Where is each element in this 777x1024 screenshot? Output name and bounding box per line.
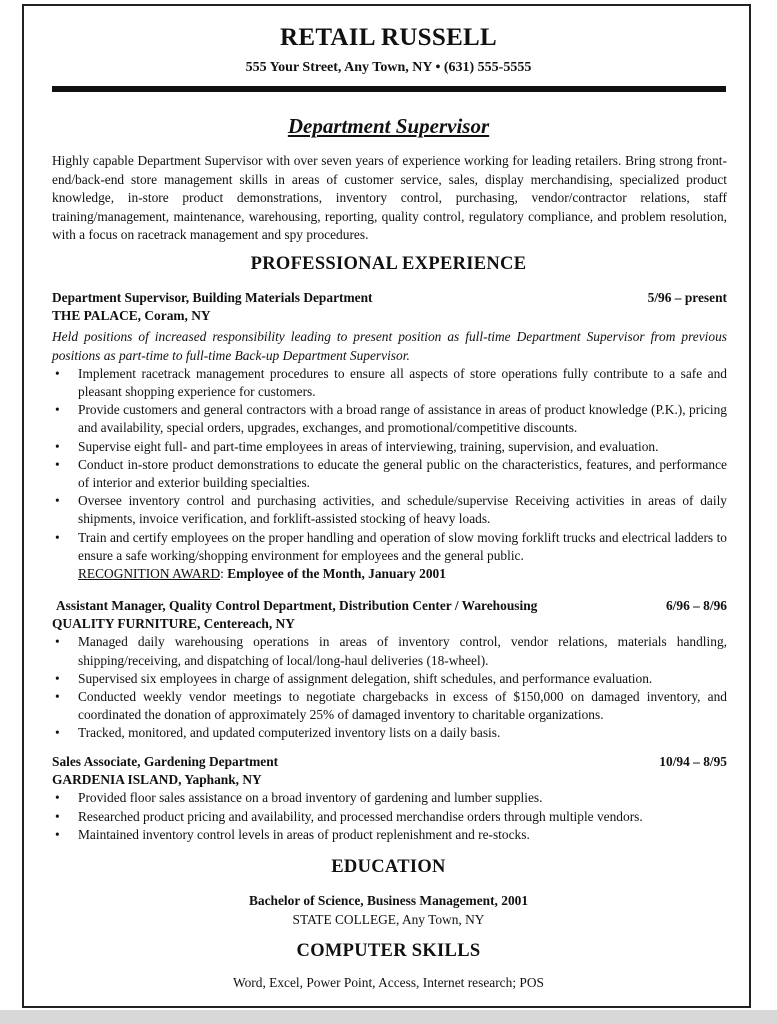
list-item: • Supervised six employees in charge of assignment delegation, shift schedules, and performance evaluation.	[52, 670, 727, 688]
list-item: • Maintained inventory control levels in areas of product replenishment and re-stocks.	[52, 826, 727, 844]
job-bullets	[52, 789, 727, 844]
skills-list: Word, Excel, Power Point, Access, Internet research; POS	[233, 975, 544, 990]
list-item: • Train and certify employees on the proper handling and operation of slow moving forklift trucks and electrical ladders to ensure a safe working/shopping environment for employees and the general public.	[52, 529, 727, 565]
header-divider	[52, 86, 726, 92]
award-label: RECOGNITION AWARD	[78, 566, 221, 582]
job-bullets	[52, 633, 727, 742]
list-item: • Tracked, monitored, and updated computerized inventory lists on a daily basis.	[52, 724, 727, 742]
contact-line: 555 Your Street, Any Town, NY • (631) 555-5555	[245, 60, 532, 75]
list-item: • Conducted weekly vendor meetings to negotiate chargebacks in excess of $150,000 on damaged inventory, and coordinated the donation of approximately 25% of damaged inventory to charitable organizations.	[52, 688, 727, 724]
objective-title: Department Supervisor	[287, 114, 490, 138]
page-bottom-edge	[0, 1010, 777, 1024]
job-role: Sales Associate, Gardening Department	[52, 754, 279, 769]
list-item: • Oversee inventory control and purchasing activities, and schedule/supervise Receiving activities in areas of daily shipments, invoice verification, and forklift-assisted stocking of heavy loads.	[52, 492, 727, 528]
job-role: Assistant Manager, Quality Control Department, Distribution Center / Warehousing	[56, 598, 538, 613]
list-item: • Implement racetrack management procedures to ensure all aspects of store operations fully contribute to a safe and pleasant shopping experience for customers.	[52, 365, 727, 401]
job-entry	[52, 289, 727, 583]
education-entry	[0, 892, 777, 929]
recognition-award: RECOGNITION AWARD: Employee of the Month, January 2001	[78, 566, 446, 582]
job-header	[52, 753, 727, 771]
job-dates: 10/94 – 8/95	[659, 754, 727, 769]
list-item: • Managed daily warehousing operations in areas of inventory control, vendor relations, materials handling, shipping/receiving, and dispatching of local/long-haul deliveries (18-wheel).	[52, 633, 727, 669]
job-company: GARDENIA ISLAND, Yaphank, NY	[52, 772, 262, 788]
profile-summary: Highly capable Department Supervisor with over seven years of experience working for leading retailers. Bring strong front-end/back-end store management skills in areas of customer service, sales, display merchandising, specialized product knowledge, in-store product demonstrations, inventory control, purchasing, vendor/contractor relations, staff training/management, maintenance, warehousing, reporting, quality control, regulatory compliance, and problem resolution, with a focus on racetrack management and spy procedures.	[52, 153, 727, 242]
job-header	[52, 289, 727, 307]
list-item: • Provided floor sales assistance on a broad inventory of gardening and lumber supplies.	[52, 789, 727, 807]
skills-heading: COMPUTER SKILLS	[296, 941, 481, 961]
job-dates: 6/96 – 8/96	[665, 598, 727, 613]
job-entry	[52, 753, 727, 844]
job-bullets	[52, 365, 727, 565]
resume-name: RETAIL RUSSELL	[279, 24, 498, 51]
education-heading: EDUCATION	[331, 857, 446, 877]
list-item: • Provide customers and general contractors with a broad range of assistance in areas of product knowledge (P.K.), pricing and availability, special orders, upgrades, exchanges, and promotional/competitive discounts.	[52, 401, 727, 437]
job-header	[52, 597, 727, 615]
list-item: • Researched product pricing and availability, and processed merchandise orders through multiple vendors.	[52, 808, 727, 826]
award-value: Employee of the Month, January 2001	[227, 566, 446, 582]
job-dates: 5/96 – present	[647, 290, 727, 305]
experience-heading: PROFESSIONAL EXPERIENCE	[250, 254, 527, 274]
degree: Bachelor of Science, Business Management, 2001	[248, 893, 529, 908]
job-role: Department Supervisor, Building Materials Department	[52, 290, 373, 305]
job-company: THE PALACE, Coram, NY	[52, 308, 211, 324]
list-item: • Supervise eight full- and part-time employees in areas of interviewing, training, supervision, and evaluation.	[52, 438, 727, 456]
job-company: QUALITY FURNITURE, Centereach, NY	[52, 616, 295, 632]
job-entry	[52, 597, 727, 743]
list-item: • Conduct in-store product demonstrations to educate the general public on the characteristics, features, and performance of interior and exterior building specialties.	[52, 456, 727, 492]
job-note: Held positions of increased responsibility leading to present position as full-time Department Supervisor from previous positions as part-time to full-time Back-up Department Supervisor.	[52, 329, 727, 363]
school: STATE COLLEGE, Any Town, NY	[292, 911, 485, 927]
